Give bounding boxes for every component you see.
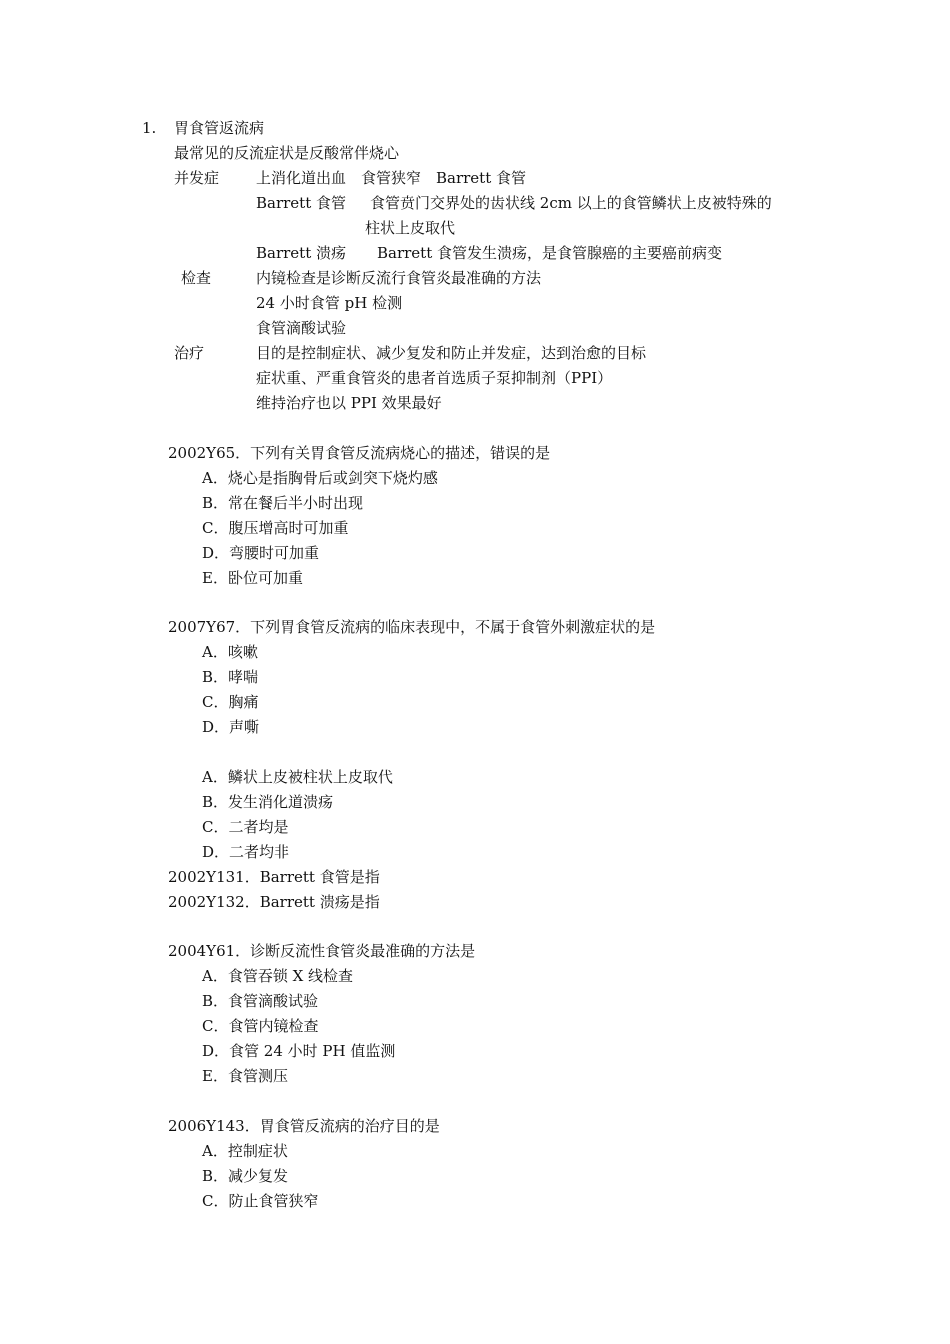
question-option: C．防止食管狭窄 <box>202 1192 319 1210</box>
question-option: B．减少复发 <box>202 1167 289 1185</box>
complications-label: 并发症 <box>174 169 220 187</box>
treatment-label: 治疗 <box>174 344 205 362</box>
barrett-definition-line2: 柱状上皮取代 <box>365 219 456 237</box>
question-option: B．哮喘 <box>202 668 259 686</box>
question-option: B．食管滴酸试验 <box>202 992 319 1010</box>
question-option: A．咳嗽 <box>202 643 258 661</box>
treatment-line2: 症状重、严重食管炎的患者首选质子泵抑制剂（PPI） <box>256 369 613 387</box>
section-title: 胃食管返流病 <box>174 119 265 137</box>
barrett-term: Barrett 食管 <box>256 194 347 212</box>
barrett-definition-line1: 食管贲门交界处的齿状线 2cm 以上的食管鳞状上皮被特殊的 <box>370 194 772 212</box>
question-option: E．卧位可加重 <box>202 569 303 587</box>
question-stem: 2004Y61．诊断反流性食管炎最准确的方法是 <box>168 942 476 960</box>
question-option: E．食管测压 <box>202 1067 288 1085</box>
question-option: D．声嘶 <box>202 718 260 736</box>
barrett-ulcer-term: Barrett 溃疡 <box>256 244 347 262</box>
question-option: C．二者均是 <box>202 818 289 836</box>
question-option: C．胸痛 <box>202 693 259 711</box>
question-option: C．食管内镜检查 <box>202 1017 319 1035</box>
question-option: C．腹压增高时可加重 <box>202 519 349 537</box>
question-stem: 2007Y67．下列胃食管反流病的临床表现中，不属于食管外刺激症状的是 <box>168 618 656 636</box>
question-option: A．鳞状上皮被柱状上皮取代 <box>202 768 393 786</box>
section-intro: 最常见的反流症状是反酸常伴烧心 <box>174 144 400 162</box>
exam-line1: 内镜检查是诊断反流行食管炎最准确的方法 <box>256 269 542 287</box>
exam-line3: 食管滴酸试验 <box>256 319 347 337</box>
question-stem: 2002Y65．下列有关胃食管反流病烧心的描述，错误的是 <box>168 444 551 462</box>
treatment-line3: 维持治疗也以 PPI 效果最好 <box>256 394 442 412</box>
question-option: A．烧心是指胸骨后或剑突下烧灼感 <box>202 469 438 487</box>
question-option: B．发生消化道溃疡 <box>202 793 334 811</box>
exam-line2: 24 小时食管 pH 检测 <box>256 294 403 312</box>
question-option: D．弯腰时可加重 <box>202 544 320 562</box>
question-option: A．控制症状 <box>202 1142 288 1160</box>
question-option: D．食管 24 小时 PH 值监测 <box>202 1042 396 1060</box>
complications-items: 上消化道出血 食管狭窄 Barrett 食管 <box>256 169 527 187</box>
exam-label: 检查 <box>181 269 212 287</box>
question-option: D．二者均非 <box>202 843 290 861</box>
question-option: B．常在餐后半小时出现 <box>202 494 364 512</box>
question-stem: 2006Y143．胃食管反流病的治疗目的是 <box>168 1117 440 1135</box>
treatment-line1: 目的是控制症状、减少复发和防止并发症，达到治愈的目标 <box>256 344 647 362</box>
question-stem: 2002Y132．Barrett 溃疡是指 <box>168 893 380 911</box>
question-stem: 2002Y131．Barrett 食管是指 <box>168 868 380 886</box>
question-option: A．食管吞锁 X 线检查 <box>202 967 354 985</box>
section-number: 1. <box>142 119 157 137</box>
barrett-ulcer-definition: Barrett 食管发生溃疡，是食管腺癌的主要癌前病变 <box>377 244 723 262</box>
